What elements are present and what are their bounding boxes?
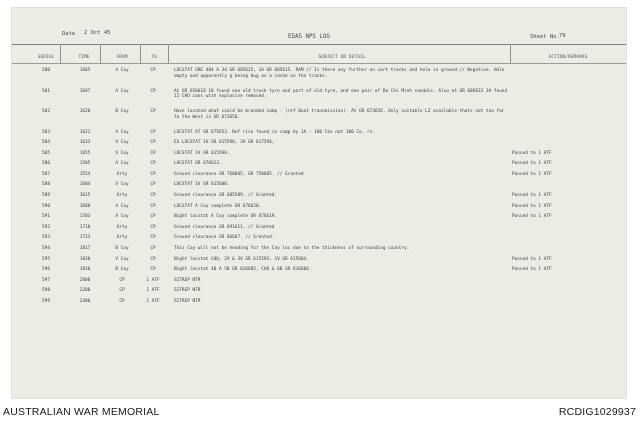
entry-action: Passed to 1 ATF — [512, 203, 552, 209]
entry-serial: 590 — [42, 203, 50, 209]
entry-subject: Ground clearance GR 760605, GR 750605. // Granted — [174, 171, 304, 177]
column-header-action: ACTION/REMARKS — [548, 55, 588, 60]
column-divider — [140, 44, 141, 63]
entry-subject: Night locstat CHQ, 2V & 3V GR 615593, 1V GR 615604. — [174, 256, 309, 262]
entry-to: CP — [150, 171, 156, 177]
column-header-to: TO — [151, 55, 157, 60]
log-entry-row — [12, 170, 626, 181]
column-divider — [60, 44, 61, 63]
entry-time: 1621 — [79, 129, 91, 135]
entry-serial: 582 — [42, 109, 50, 114]
entry-time: 2000 — [79, 277, 91, 283]
entry-from: CP — [119, 299, 125, 304]
entry-subject: SITREP NTR — [174, 288, 201, 294]
entry-to: CP — [150, 246, 156, 252]
entry-time: 1633 — [79, 140, 91, 146]
entry-action: Passed to 1 ATF — [512, 256, 552, 262]
entry-time: 2200 — [79, 288, 91, 294]
entry-serial: 598 — [42, 288, 50, 294]
entry-from: V Coy — [115, 256, 129, 262]
log-entry-row — [12, 128, 626, 139]
entry-from: Arty — [116, 171, 128, 177]
entry-to: 1 ATF — [146, 299, 160, 304]
entry-serial: 599 — [42, 299, 50, 304]
log-title: EDAS NPS LOG — [288, 34, 330, 40]
entry-to: CP — [150, 161, 156, 167]
column-header-serial: SERIAL — [37, 55, 55, 60]
date-value: 2 Oct 45 — [84, 30, 111, 36]
entry-time: 1830 — [79, 267, 91, 273]
log-entry-row — [12, 265, 626, 276]
entry-from: CP — [119, 277, 125, 283]
entry-serial: 596 — [42, 267, 50, 273]
entry-serial: 583 — [42, 129, 50, 135]
entry-time: 1830 — [79, 256, 91, 262]
entry-serial: 589 — [42, 193, 50, 199]
log-entry-row — [12, 286, 626, 297]
column-header-subject: SUBJECT OR DETAIL — [318, 55, 366, 60]
entry-action: Passed to 1 ATF — [512, 214, 552, 220]
log-sheet — [12, 8, 626, 398]
log-entry-row — [12, 87, 626, 108]
entry-to: CP — [150, 193, 156, 199]
entry-serial: 592 — [42, 224, 50, 230]
entry-from: A Coy — [115, 68, 129, 73]
entry-from: A Coy — [115, 129, 129, 135]
log-entry-row — [12, 66, 626, 87]
entry-to: CP — [150, 140, 156, 146]
entry-subject: Ground clearance GR 685589. // Granted. — [174, 193, 278, 199]
entry-subject: LOCSTAT GRE 484 A 3d GR 685625, 1A GR 685615. RAM // Is there any further on cart tracks and hole in ground.// Negative. Hole empty and apparently g being dug as a cache on the tracks. — [174, 68, 505, 79]
entry-time: 1733 — [79, 235, 91, 241]
entry-subject: LOCSTAT AT GR 675653. Ref rise found in camp by 1A - 100 lbs not 100 Ce. rs. — [174, 129, 375, 135]
entry-to: 1 ATF — [146, 288, 160, 294]
entry-subject: LOCSTAT A Coy complete GR 676620. — [174, 203, 262, 209]
entry-from: V Coy — [115, 140, 129, 146]
entry-serial: 586 — [42, 161, 50, 167]
entry-serial: 594 — [42, 246, 50, 252]
log-entry-row — [12, 149, 626, 160]
entry-subject: Have located what could be branded camp - (ref Boat transmission). At GR 673656. Only suitable LZ available thats not too far to the West is GR 673656. — [174, 109, 505, 120]
log-entry-row — [12, 191, 626, 202]
entry-subject: EX LOCSTAT 1V GR 615596, 3V GR 617594, — [174, 140, 275, 146]
entry-to: CP — [150, 150, 156, 156]
entry-time: 1620 — [79, 109, 91, 114]
entry-serial: 584 — [42, 140, 50, 146]
entry-subject: Ground clearance GR 691611. // Granted — [174, 224, 275, 230]
entry-time: 1605 — [79, 68, 91, 73]
entry-to: CP — [150, 109, 156, 114]
column-divider — [510, 44, 511, 63]
entry-time: 1554 — [79, 171, 91, 177]
entry-serial: 580 — [42, 68, 50, 73]
entry-from: B Coy — [115, 109, 129, 114]
log-entry-row — [12, 138, 626, 149]
entry-to: CP — [150, 224, 156, 230]
log-entry-row — [12, 244, 626, 255]
entry-to: CP — [150, 235, 156, 241]
sheet-number-label: Sheet No. — [530, 34, 560, 40]
entry-serial: 585 — [42, 150, 50, 156]
log-entry-row — [12, 212, 626, 223]
entry-action: Passed to 1 ATF — [512, 193, 552, 199]
entry-to: CP — [150, 267, 156, 273]
column-divider — [100, 44, 101, 63]
entry-action: Passed to 1 ATF — [512, 161, 552, 167]
log-entry-row — [12, 297, 626, 308]
entry-time: 1505 — [79, 161, 91, 167]
entry-time: 1680 — [79, 203, 91, 209]
log-entry-row — [12, 159, 626, 170]
header-rule-top — [12, 44, 626, 45]
entry-serial: 588 — [42, 182, 50, 188]
entry-time: 1607 — [79, 88, 91, 94]
entry-subject: Night locstat A Coy complete GR 676619. — [174, 214, 278, 220]
header-rule-bottom — [12, 63, 626, 64]
log-entry-row — [12, 107, 626, 128]
entry-from: B Coy — [115, 246, 129, 252]
log-entry-row — [12, 276, 626, 287]
log-entry-row — [12, 202, 626, 213]
entry-from: CP — [119, 288, 125, 294]
entry-action: Passed to 1 ATF — [512, 267, 552, 273]
entry-to: CP — [150, 214, 156, 220]
entry-serial: 591 — [42, 214, 50, 220]
entry-to: 1 ATF — [146, 277, 160, 283]
entry-subject: At GR 650616 18 found one old truck tyre and part of old tyre, and one pair of Do Chi Minh sandals. Also at GR 686633 3A found 12 CHO cans with explosive removed. — [174, 88, 508, 100]
entry-subject: LOCSTAT 1V GR 615600. — [174, 182, 230, 188]
log-entry-row — [12, 180, 626, 191]
footer-source: AUSTRALIAN WAR MEMORIAL — [3, 406, 160, 418]
entry-from: A Coy — [115, 214, 129, 220]
entry-from: A Coy — [115, 88, 129, 94]
entry-action: Passed to 1 ATF — [512, 171, 552, 177]
entry-subject: LOCSTAT GR 676623. — [174, 161, 222, 167]
log-entry-row — [12, 223, 626, 234]
column-divider — [168, 44, 169, 63]
entry-subject: This Coy will not be heading for the Coy loc due to the thickness of surrounding country. — [174, 246, 410, 252]
entry-time: 1604 — [79, 182, 91, 188]
entry-to: CP — [150, 182, 156, 188]
log-entry-row — [12, 255, 626, 266]
entry-action: Passed to 1 ATF — [512, 150, 552, 156]
entry-from: V Coy — [115, 150, 129, 156]
entry-serial: 593 — [42, 235, 50, 241]
column-header-from: FROM — [116, 55, 128, 60]
entry-from: A Coy — [115, 161, 129, 167]
entry-to: CP — [150, 129, 156, 135]
entry-to: CP — [150, 256, 156, 262]
entry-time: 1817 — [79, 246, 91, 252]
entry-serial: 595 — [42, 256, 50, 262]
entry-from: Arty — [116, 235, 128, 241]
entry-to: CP — [150, 88, 156, 94]
date-label: Date — [62, 31, 76, 37]
entry-subject: Night locstat 4B A 5B GR 626605, CHQ & 6B GR 616604. — [174, 267, 312, 273]
column-header-time: TIME — [78, 55, 90, 60]
entry-from: Arty — [116, 193, 128, 199]
entry-subject: LOCSTAT 1V GR 615598. — [174, 150, 230, 156]
sheet-number-value: 79 — [559, 33, 566, 39]
entry-to: CP — [150, 203, 156, 209]
entry-from: Arty — [116, 224, 128, 230]
entry-from: A Coy — [115, 203, 129, 209]
entry-time: 1703 — [79, 214, 91, 220]
entry-from: B Coy — [115, 267, 129, 273]
entry-serial: 597 — [42, 277, 50, 283]
log-entries — [12, 66, 626, 308]
entry-time: 2400 — [79, 299, 91, 304]
entry-time: 1710 — [79, 224, 91, 230]
entry-time: 1615 — [79, 193, 91, 199]
entry-serial: 587 — [42, 171, 50, 177]
entry-from: V Coy — [115, 182, 129, 188]
entry-subject: SITREP NTR — [174, 277, 201, 283]
log-entry-row — [12, 233, 626, 244]
footer-identifier: RCDIG1029937 — [558, 406, 636, 418]
entry-to: CP — [150, 68, 156, 73]
entry-subject: Ground clearance GR 66667. // Granted. — [174, 235, 275, 241]
entry-time: 1655 — [79, 150, 91, 156]
entry-subject: SITREP NTR — [174, 299, 201, 304]
entry-serial: 581 — [42, 88, 50, 94]
